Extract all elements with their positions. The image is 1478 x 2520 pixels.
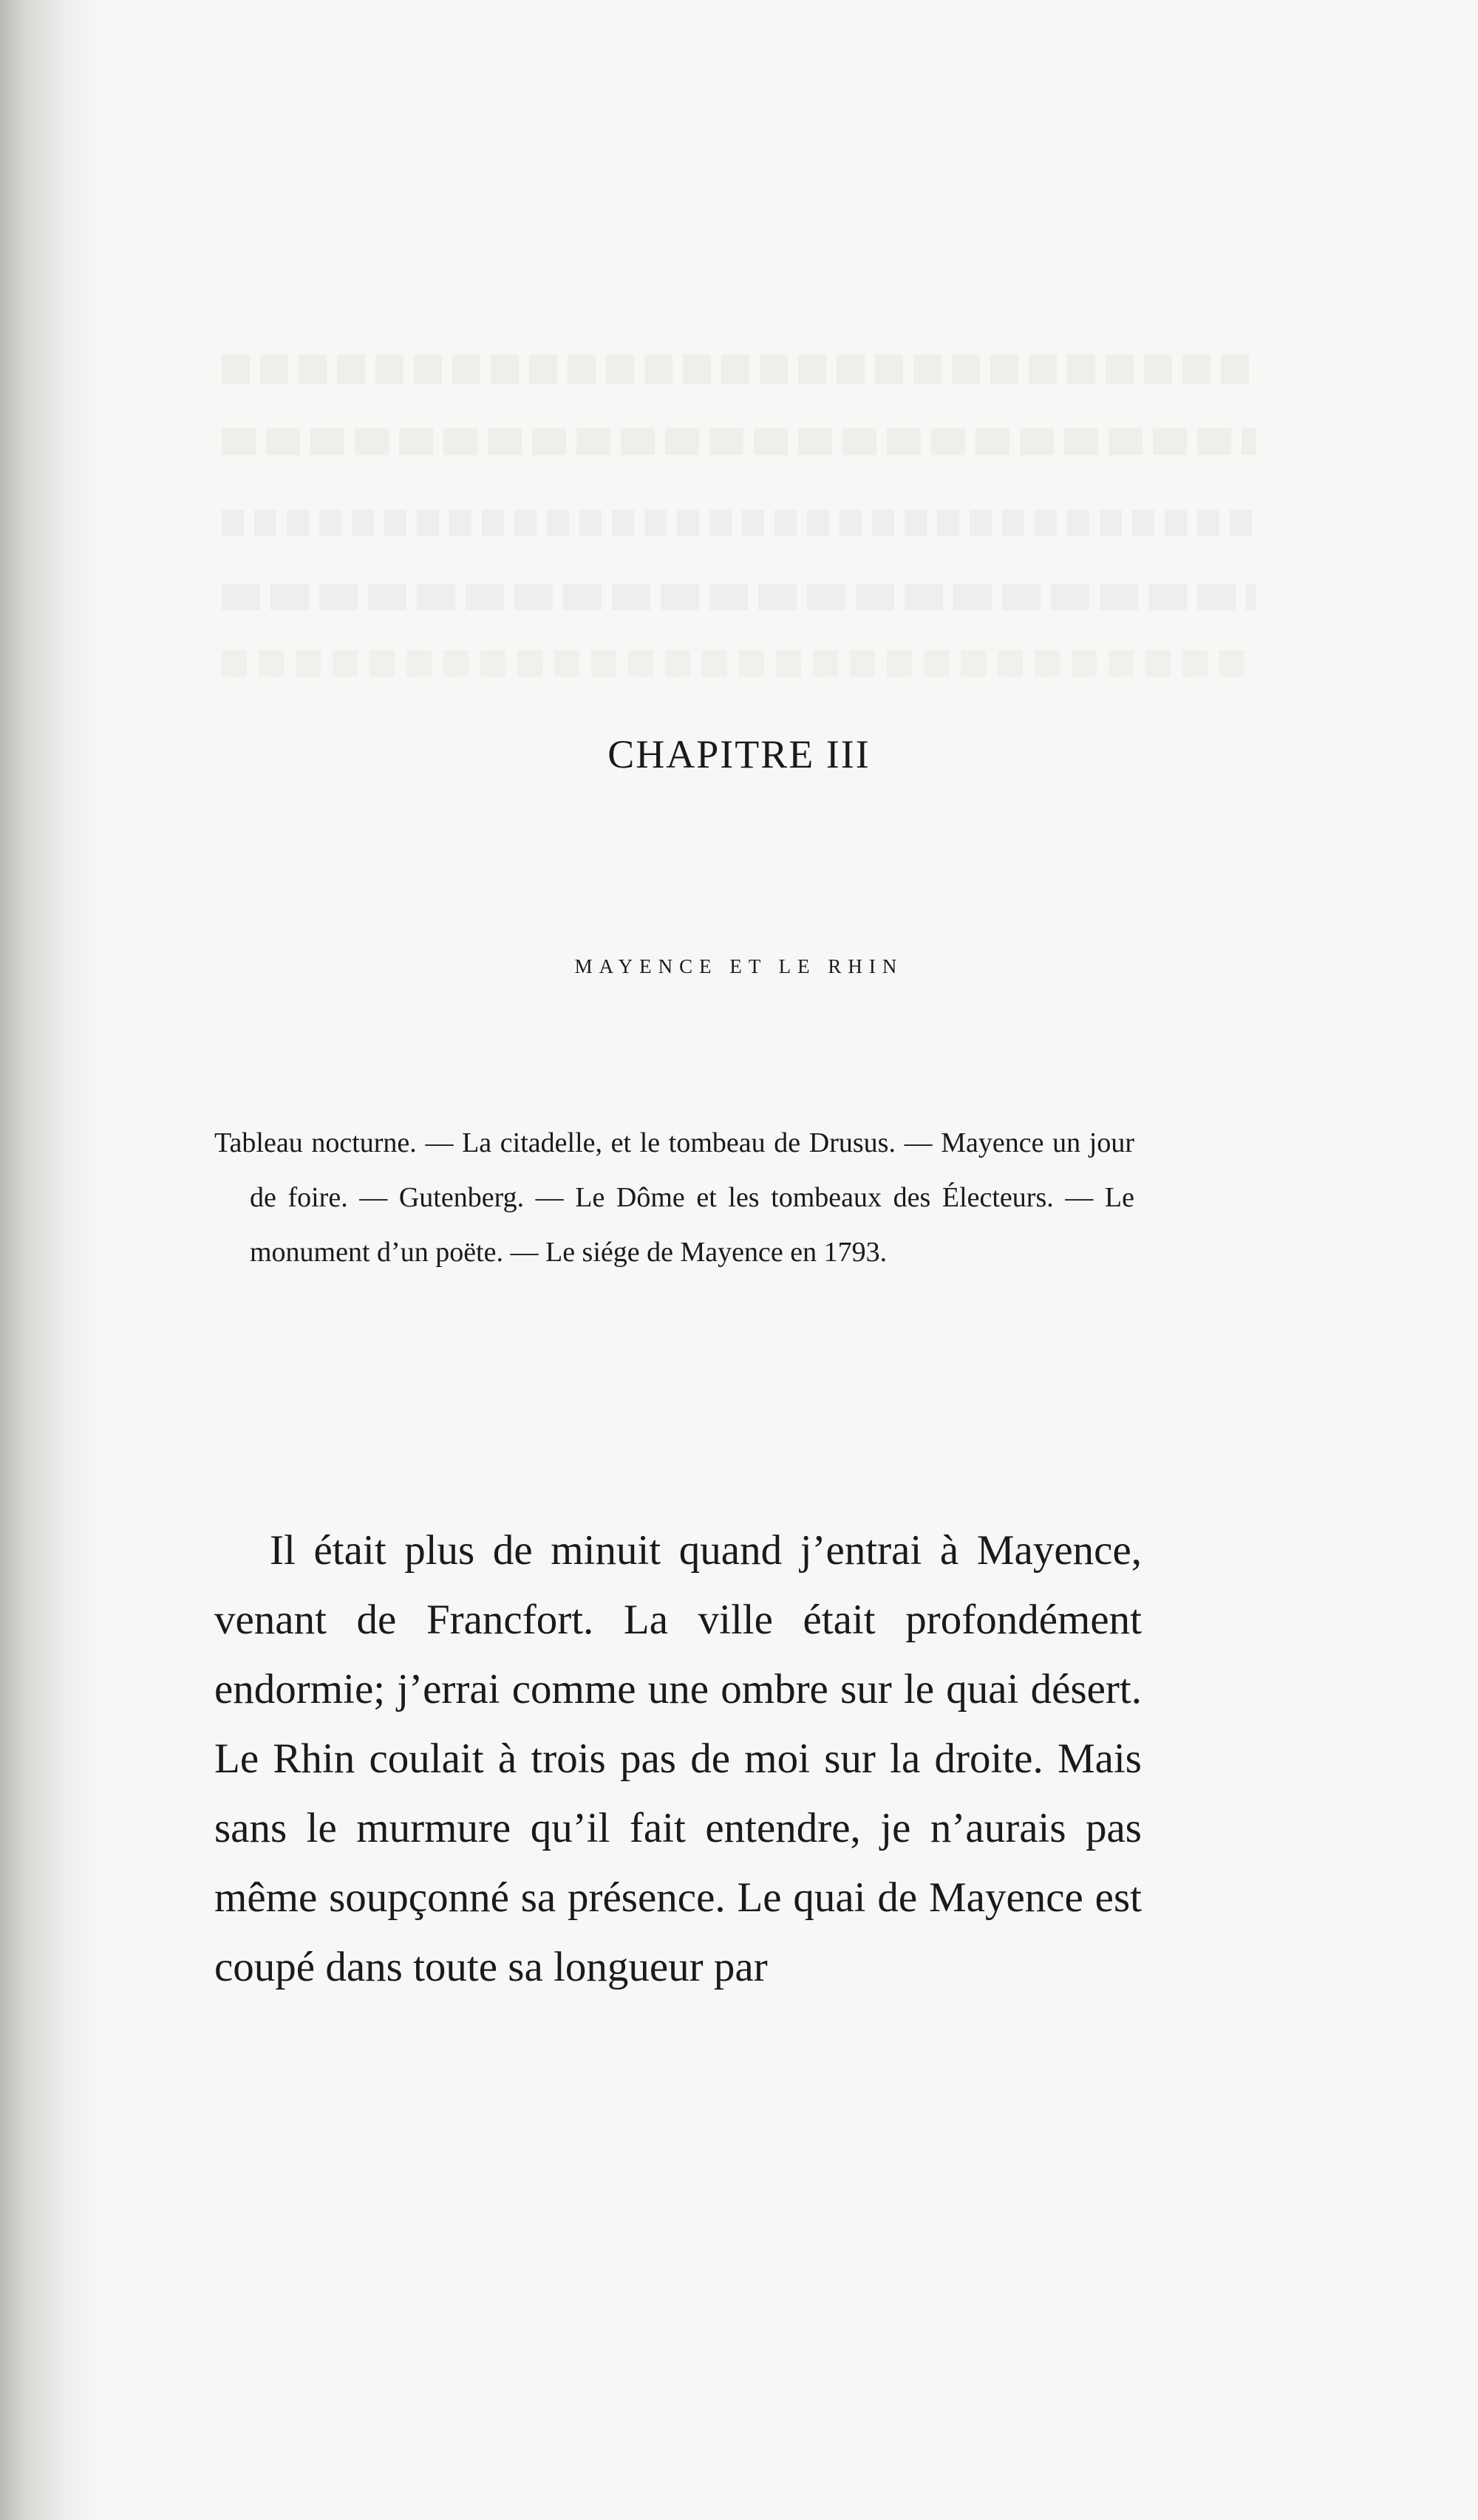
chapter-summary: Tableau nocturne. — La citadelle, et le tombeau de Drusus. — Mayence un jour de foire. — Gutenberg. — Le Dôme et les tombeaux des Électeurs. — Le monument d’un poëte. — Le siége de Mayence en 1793. [214,1127,1134,1268]
page-gutter-shadow [0,0,103,2520]
show-through-line [222,355,1256,384]
show-through-line [222,584,1256,610]
chapter-title: CHAPITRE III [607,732,871,776]
show-through-line [222,650,1256,677]
show-through-line [222,428,1256,455]
body-paragraph: Il était plus de minuit quand j’entrai à Mayence, venant de Francfort. La ville était profondément endormie; j’errai comme une ombre sur le quai désert. Le Rhin coulait à trois pas de moi sur la droite. Mais sans le murmure qu’il fait entendre, je n’aurais pas même soupçonné sa présence. Le quai de Mayence est coupé dans toute sa longueur par [214,1527,1142,1990]
show-through-line [222,510,1256,536]
chapter-subtitle: MAYENCE ET LE RHIN [574,955,904,977]
